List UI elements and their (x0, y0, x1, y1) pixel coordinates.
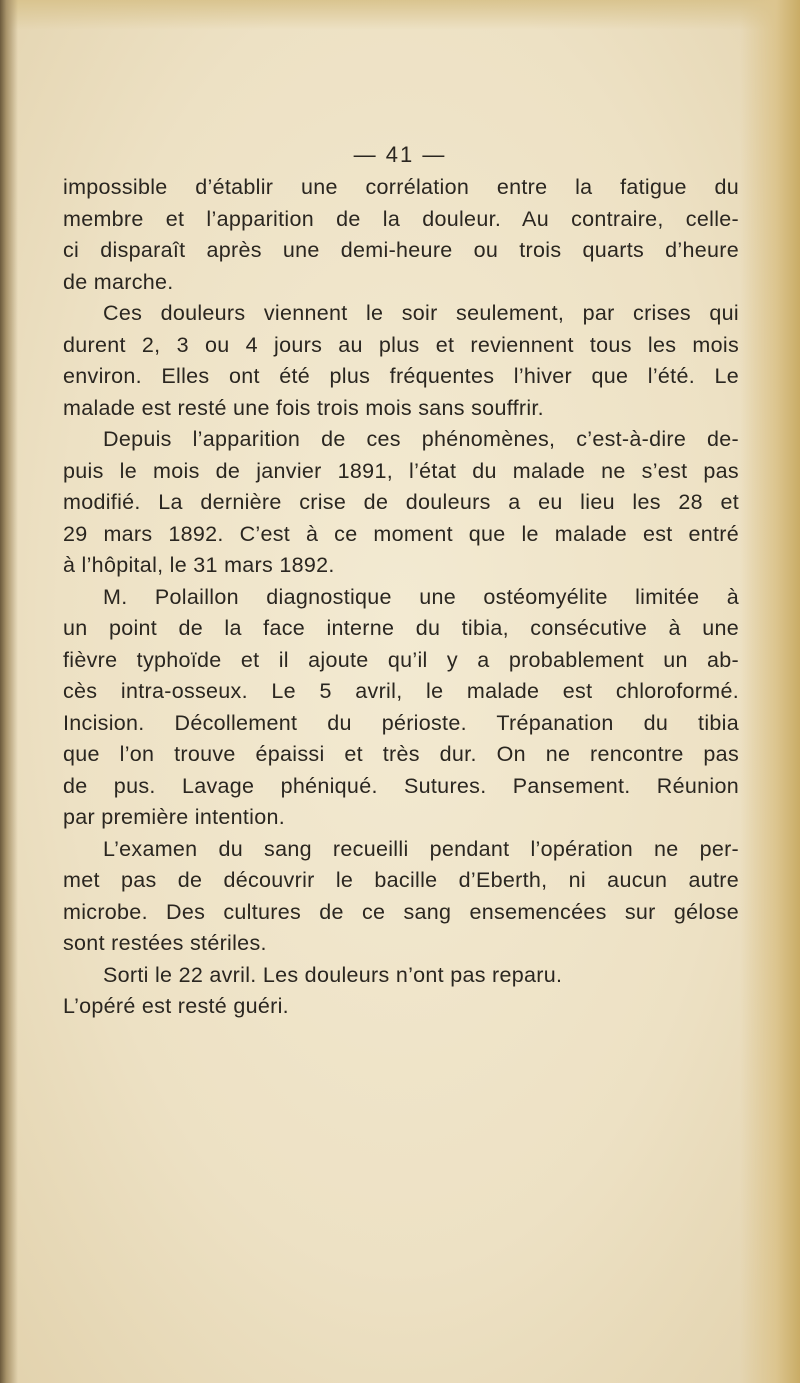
line: de marche. (63, 269, 174, 294)
line: malade est resté une fois trois mois sans souffrir. (63, 395, 544, 420)
paragraph-2-end (63, 393, 739, 425)
line: Depuis l’apparition de ces phénomènes, c’est-à-dire de- (103, 427, 739, 451)
line: puis le mois de janvier 1891, l’état du malade ne s’est pas (63, 458, 739, 483)
line: L’opéré est resté guéri. (63, 994, 289, 1018)
paragraph-5 (63, 834, 739, 929)
page-binding-edge (0, 0, 18, 1383)
line: de pus. Lavage phéniqué. Sutures. Pansement. Réunion (63, 773, 739, 798)
line: met pas de découvrir le bacille d’Eberth, ni aucun autre (63, 868, 739, 892)
line: durent 2, 3 ou 4 jours au plus et reviennent tous les mois (63, 332, 739, 357)
line: M. Polaillon diagnostique une ostéomyélite limitée à (103, 584, 739, 609)
page-right-edge (740, 0, 800, 1383)
line: membre et l’apparition de la douleur. Au contraire, celle- (63, 206, 739, 231)
line: un point de la face interne du tibia, consécutive à une (63, 616, 739, 640)
line: à l’hôpital, le 31 mars 1892. (63, 553, 335, 577)
paragraph-3 (63, 424, 739, 550)
line: impossible d’établir une corrélation entre la fatigue du (63, 175, 739, 199)
line: L’examen du sang recueilli pendant l’opération ne per- (103, 836, 739, 861)
paragraph-7 (63, 991, 739, 1023)
line: Sorti le 22 avril. Les douleurs n’ont pas reparu. (103, 962, 563, 987)
line: fièvre typhoïde et il ajoute qu’il y a probablement un ab- (63, 647, 739, 672)
paragraph-1-end (63, 267, 739, 299)
paragraph-4-end (63, 802, 739, 834)
line: par première intention. (63, 805, 286, 829)
paragraph-4 (63, 582, 739, 803)
line: Incision. Décollement du périoste. Trépanation du tibia (63, 710, 739, 735)
line: modifié. La dernière crise de douleurs a eu lieu les 28 et (63, 490, 739, 514)
page-number: — 41 — (353, 142, 447, 167)
paragraph-6 (63, 960, 739, 992)
paragraph-2 (63, 298, 739, 393)
line: microbe. Des cultures de ce sang ensemencées sur gélose (63, 899, 739, 924)
body-text (63, 172, 739, 1023)
paragraph-1 (63, 172, 739, 267)
line: sont restées stériles. (63, 931, 267, 955)
paragraph-3-end (63, 550, 739, 582)
line: Ces douleurs viennent le soir seulement, par crises qui (103, 301, 739, 325)
line: cès intra-osseux. Le 5 avril, le malade est chloroformé. (63, 679, 739, 703)
paragraph-5-end (63, 928, 739, 960)
page-top-edge (0, 0, 800, 30)
line: environ. Elles ont été plus fréquentes l’hiver que l’été. Le (63, 364, 739, 388)
line: que l’on trouve épaissi et très dur. On ne rencontre pas (63, 742, 739, 766)
line: 29 mars 1892. C’est à ce moment que le malade est entré (63, 521, 739, 546)
line: ci disparaît après une demi-heure ou trois quarts d’heure (63, 238, 739, 262)
